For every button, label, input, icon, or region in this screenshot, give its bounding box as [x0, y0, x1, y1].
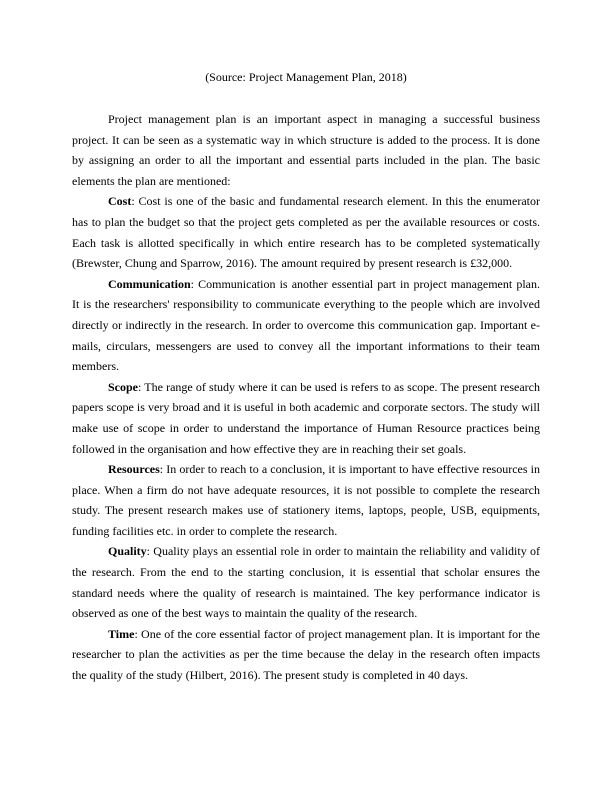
element-text: : One of the core essential factor of project management plan. It is important for the researcher to plan the activities as per the time because the delay in the research often impacts the quality of the study (Hilbert, 2016). The present study is completed in 40 days.	[72, 626, 540, 683]
intro-paragraph: Project management plan is an important aspect in managing a successful business project. It can be seen as a systematic way in which structure is added to the process. It is done by assigning an order to all the important and essential parts included in the plan. The basic elements the plan are mentioned:	[72, 112, 540, 188]
element-term: Cost	[108, 194, 132, 209]
element-term: Communication	[108, 276, 191, 291]
element-time	[72, 624, 540, 686]
element-scope	[72, 377, 540, 459]
element-communication	[72, 274, 540, 377]
element-text: : Quality plays an essential role in order to maintain the reliability and validity of the research. From the end to the starting conclusion, it is essential that scholar ensures the standard needs where the quality of research is maintained. The key performance indicator is observed as one of the best ways to maintain the quality of the research.	[72, 544, 540, 621]
element-term: Time	[108, 626, 135, 641]
element-quality	[72, 541, 540, 623]
element-term: Quality	[108, 544, 147, 559]
element-text: : The range of study where it can be used is refers to as scope. The present research papers scope is very broad and it is useful in both academic and corporate sectors. The study will make use of scope in order to understand the importance of Human Resource practices being followed in the organisation and how effective they are in reaching their set goals.	[72, 379, 540, 456]
element-text: : In order to reach to a conclusion, it is important to have effective resources in place. When a firm do not have adequate resources, it is not possible to complete the research study. The present research makes use of stationery items, laptops, people, USB, equipments, funding facilities etc. in order to complete the research.	[72, 462, 540, 538]
element-text: : Communication is another essential part in project management plan. It is the researchers' responsibility to communicate everything to the people which are involved directly or indirectly in the research. In order to overcome this communication gap. Important e-mails, circulars, messengers are used to convey all the important informations to their team members.	[72, 276, 540, 374]
document-page	[72, 67, 540, 686]
element-cost	[72, 191, 540, 273]
element-resources	[72, 459, 540, 541]
source-caption: (Source: Project Management Plan, 2018)	[205, 70, 407, 84]
element-text: : Cost is one of the basic and fundamental research element. In this the enumerator has to plan the budget so that the project gets completed as per the available resources or costs. Each task is allotted specifically in which entire research has to be completed systematically (Brewster, Chung and Sparrow, 2016). The amount required by present research is £32,000.	[72, 194, 540, 271]
element-term: Resources	[108, 462, 160, 477]
element-term: Scope	[108, 379, 138, 394]
